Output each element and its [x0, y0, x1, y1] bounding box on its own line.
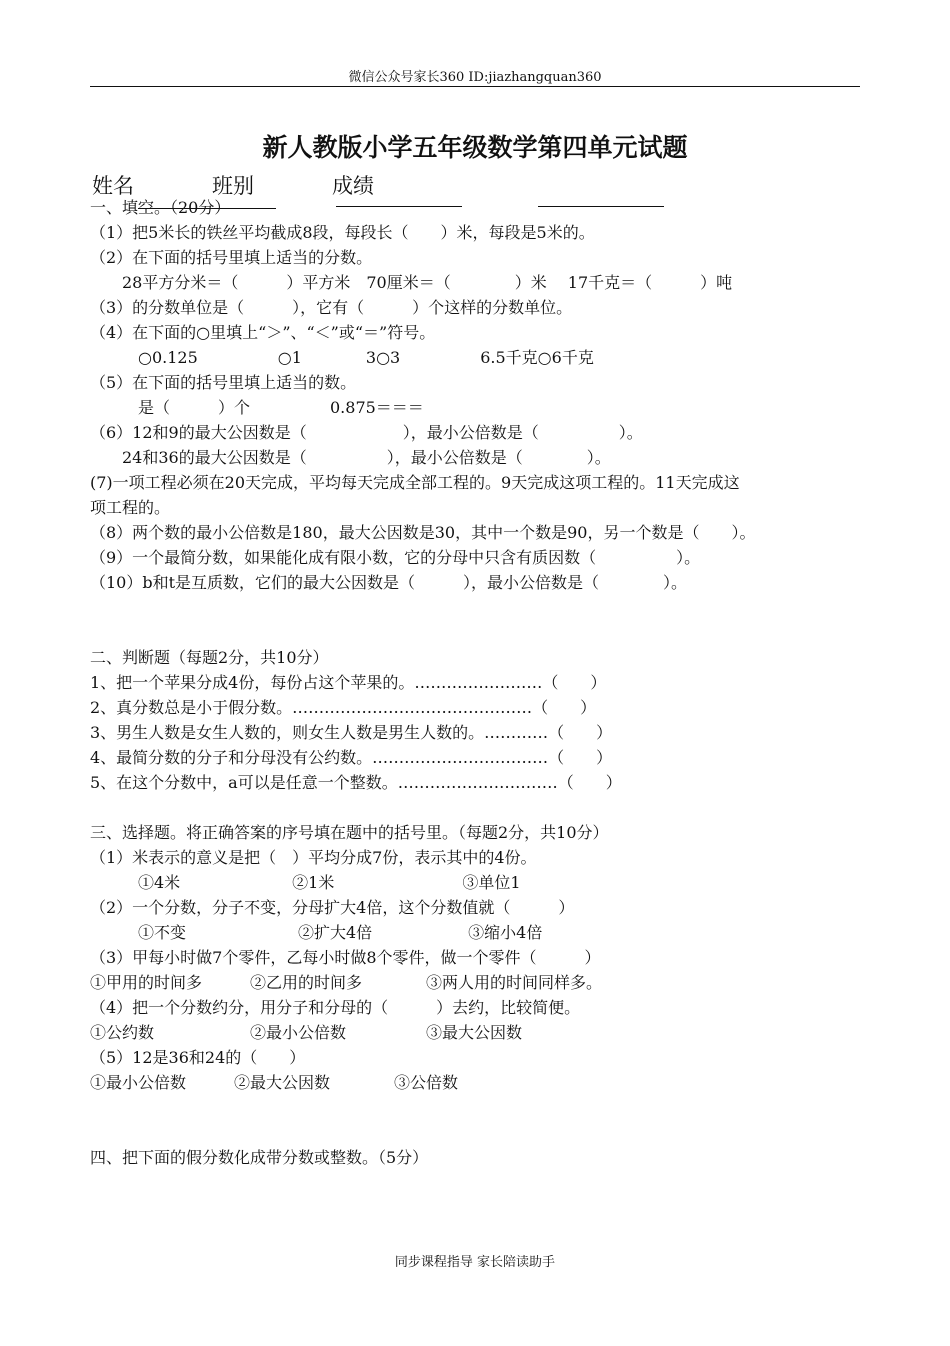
section1-line: （4）在下面的○里填上“＞”、“＜”或“＝”符号。 — [90, 323, 436, 342]
header-rule — [90, 86, 860, 87]
section1-line: (7)一项工程必须在20天完成，平均每天完成全部工程的。9天完成这项工程的。11天完成这 — [90, 473, 740, 492]
section1-line: （1）把5米长的铁丝平均截成8段，每段长（ ）米，每段是5米的。 — [90, 223, 595, 242]
section3-heading: 三、选择题。将正确答案的序号填在题中的括号里。（每题2分，共10分） — [90, 823, 609, 842]
section1-line: （3）的分数单位是（ ），它有（ ）个这样的分数单位。 — [90, 298, 573, 317]
section1-line: （8）两个数的最小公倍数是180，最大公因数是30，其中一个数是90，另一个数是（ ）。 — [90, 523, 756, 542]
class-label: 班别 — [212, 174, 254, 198]
score-underline — [538, 206, 664, 207]
page-title: 新人教版小学五年级数学第四单元试题 — [262, 133, 688, 162]
section3-line: （3）甲每小时做7个零件，乙每小时做8个零件，做一个零件（ ） — [90, 948, 601, 967]
section1-line: 是（ ）个 0.875＝＝＝ — [90, 398, 424, 417]
section1-line: ○0.125 ○1 3○3 6.5千克○6千克 — [90, 348, 594, 367]
section2-line: 2、真分数总是小于假分数。………………………………………（ ） — [90, 698, 597, 717]
section1-heading: 一、填空。（20分） — [90, 198, 231, 217]
section3-line: ①4米 ②1米 ③单位1 — [90, 873, 521, 892]
section3-line: （4）把一个分数约分，用分子和分母的（ ）去约，比较简便。 — [90, 998, 581, 1017]
name-label: 姓名 — [92, 174, 134, 198]
section2-heading: 二、判断题（每题2分，共10分） — [90, 648, 329, 667]
page-footer: 同步课程指导 家长陪读助手 — [394, 1255, 556, 1270]
section1-line: （2）在下面的括号里填上适当的分数。 — [90, 248, 373, 267]
section1-line: （10）b和t是互质数，它们的最大公因数是（ ），最小公倍数是（ ）。 — [90, 573, 688, 592]
section3-line: ①不变 ②扩大4倍 ③缩小4倍 — [90, 923, 543, 942]
class-underline — [336, 206, 462, 207]
section3-line: ①公约数 ②最小公倍数 ③最大公因数 — [90, 1023, 523, 1042]
section2-line: 4、最简分数的分子和分母没有公约数。……………………………（ ） — [90, 748, 613, 767]
section2-line: 3、男生人数是女生人数的，则女生人数是男生人数的。…………（ ） — [90, 723, 613, 742]
section1-line: （6）12和9的最大公因数是（ ），最小公倍数是（ ）。 — [90, 423, 643, 442]
section3-line: ①最小公倍数 ②最大公因数 ③公倍数 — [90, 1073, 459, 1092]
section1-line: 项工程的。 — [90, 498, 171, 517]
heading-strike — [138, 208, 276, 209]
section3-line: （1）米表示的意义是把（ ）平均分成7份，表示其中的4份。 — [90, 848, 537, 867]
page-header: 微信公众号家长360 ID:jiazhangquan360 — [348, 70, 602, 85]
section3-line: （2）一个分数，分子不变，分母扩大4倍，这个分数值就（ ） — [90, 898, 575, 917]
section1-line: （5）在下面的括号里填上适当的数。 — [90, 373, 357, 392]
section1-line: 24和36的最大公因数是（ ），最小公倍数是（ ）。 — [90, 448, 611, 467]
section1-line: 28平方分米＝（ ）平方米 70厘米＝（ ）米 17千克＝（ ）吨 — [90, 273, 733, 292]
section4-heading: 四、把下面的假分数化成带分数或整数。（5分） — [90, 1148, 429, 1167]
section1-line: （9）一个最简分数，如果能化成有限小数，它的分母中只含有质因数（ ）。 — [90, 548, 701, 567]
section2-line: 5、在这个分数中，a可以是任意一个整数。…………………………（ ） — [90, 773, 622, 792]
section2-line: 1、把一个苹果分成4份，每份占这个苹果的。……………………（ ） — [90, 673, 607, 692]
section3-line: ①甲用的时间多 ②乙用的时间多 ③两人用的时间同样多。 — [90, 973, 603, 992]
section3-line: （5）12是36和24的（ ） — [90, 1048, 306, 1067]
score-label: 成绩 — [332, 174, 374, 198]
